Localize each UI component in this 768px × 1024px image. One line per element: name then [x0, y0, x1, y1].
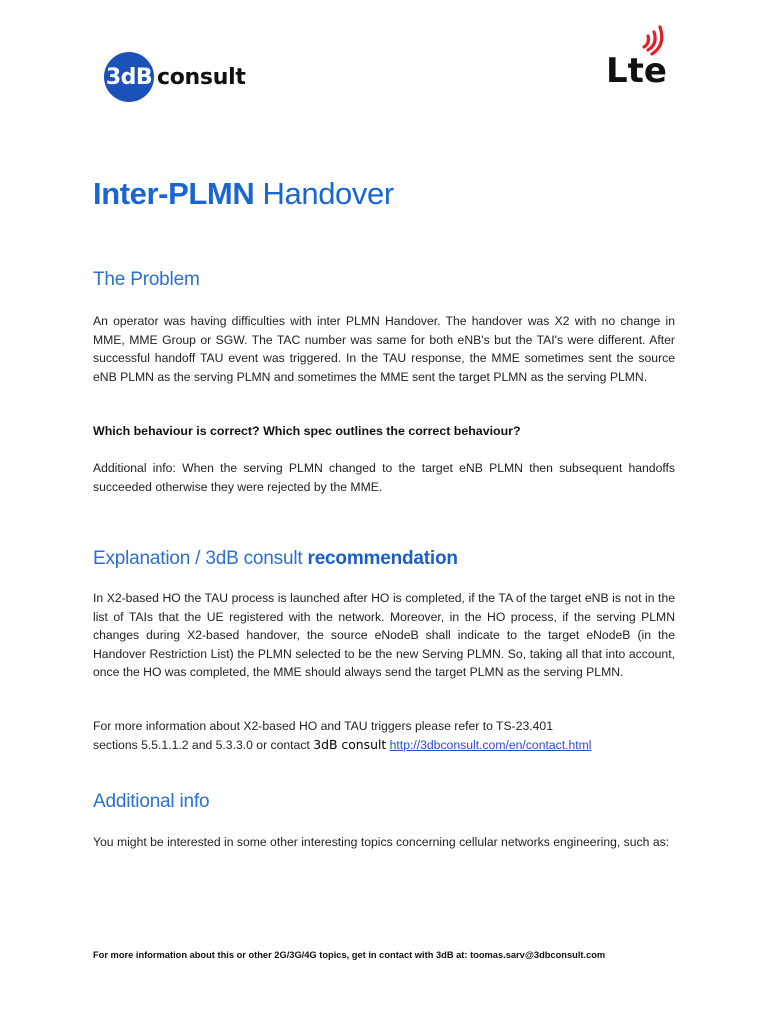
logo-circle: 3dB: [104, 52, 154, 102]
additional-info-paragraph: You might be interested in some other interesting topics concerning cellular networks engineering, such as:: [93, 835, 670, 849]
explanation-paragraph: In X2-based HO the TAU process is launched after HO is completed, if the TA of the target eNB is not in the list of TAIs that the UE registered with the network. Moreover, in the HO process, if the serving PLMN changes during X2-based handover, the source eNodeB shall indicate to the target eNodeB (in the Handover Restriction List) the PLMN selected to be the new Serving PLMN. So, taking all that into account, once the HO was completed, the MME should always send the target PLMN as the serving PLMN.: [93, 591, 675, 679]
problem-question: Which behaviour is correct? Which spec outlines the correct behaviour?: [93, 424, 521, 438]
more-info-line1: For more information about X2-based HO and TAU triggers please refer to TS-23.401: [93, 719, 553, 733]
title-light: Handover: [254, 176, 394, 211]
explanation-heading-light: Explanation / 3dB consult: [93, 548, 308, 569]
problem-heading: The Problem: [93, 269, 200, 290]
explanation-heading-bold: recommendation: [307, 548, 458, 569]
page-title: [93, 174, 394, 214]
more-info-line2: [93, 736, 675, 755]
problem-paragraph: An operator was having difficulties with inter PLMN Handover. The handover was X2 with no change in MME, MME Group or SGW. The TAC number was same for both eNB's but the TAI's were different. After successful handoff TAU event was triggered. In the TAU response, the MME sometimes sent the source eNB PLMN as the serving PLMN and sometimes the MME sent the target PLMN as the serving PLMN.: [93, 314, 675, 384]
title-bold: Inter-PLMN: [93, 176, 255, 211]
more-info: [93, 717, 675, 754]
footer-contact: For more information about this or other 2G/3G/4G topics, get in contact with 3dB at: toomas.sarv@3dbconsult.com: [93, 950, 606, 960]
company-logo: [104, 52, 246, 102]
logo-word: consult: [157, 64, 246, 90]
contact-link[interactable]: http://3dbconsult.com/en/contact.html: [389, 737, 592, 752]
more-info-brand: 3dB consult: [313, 736, 387, 752]
additional-info-heading: Additional info: [93, 791, 210, 812]
lte-logo-text: Lte: [606, 51, 667, 86]
lte-logo-icon: [604, 24, 674, 86]
more-info-prefix: sections 5.5.1.1.2 and 5.3.3.0 or contact: [93, 737, 314, 752]
problem-additional: Additional info: When the serving PLMN changed to the target eNB PLMN then subsequent handoffs succeeded otherwise they were rejected by the MME.: [93, 461, 675, 494]
explanation-heading: [93, 547, 458, 571]
